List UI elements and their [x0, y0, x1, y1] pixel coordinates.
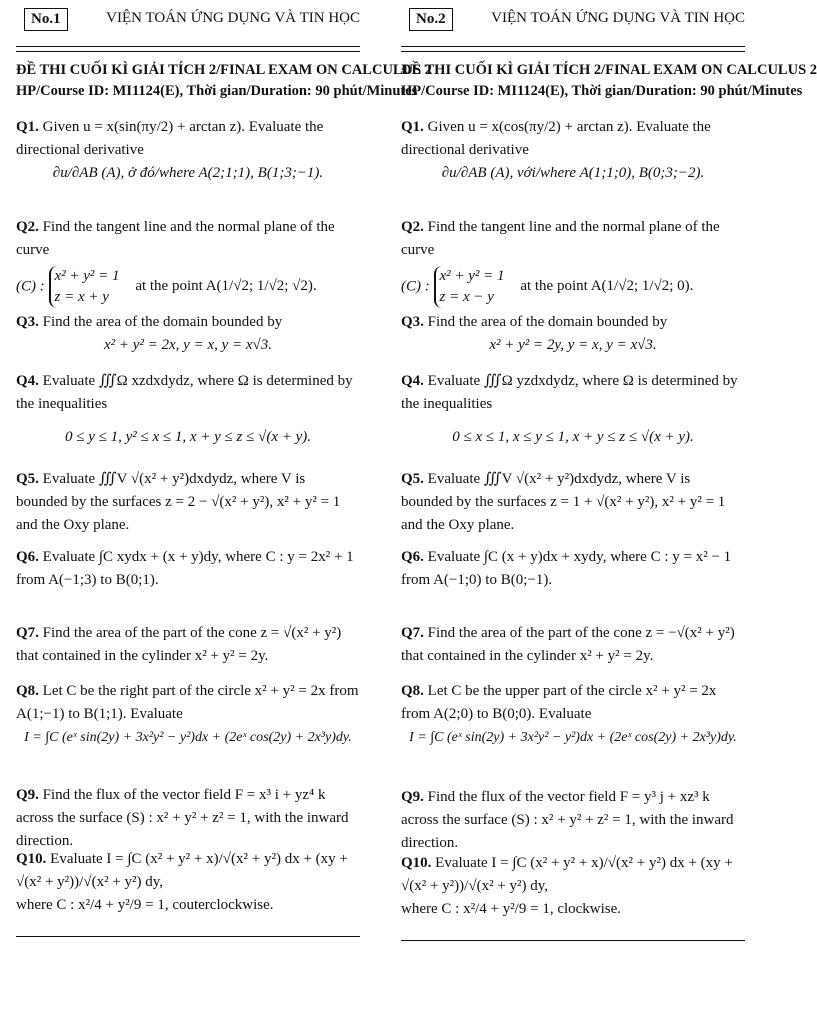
question-9 [401, 786, 745, 855]
exam-column-2 [401, 0, 817, 917]
exam-title [401, 60, 817, 102]
header-rule [401, 46, 745, 47]
question-formula: ∂u/∂AB (A), ở đó/where A(2;1;1), B(1;3;−1). [52, 165, 324, 181]
question-label: Q7. [401, 625, 424, 641]
question-3 [401, 311, 745, 357]
exam-header [16, 0, 360, 44]
question-text: Find the area of the part of the cone z = −√(x² + y²) that contained in the cylinder x² + y² = 2y. [401, 625, 735, 664]
question-text: Given u = x(sin(πy/2) + arctan z). Evaluate the directional derivative [16, 119, 324, 158]
question-text: Find the area of the domain bounded by [427, 314, 668, 330]
question-label: Q10. [16, 851, 47, 867]
question-formula: x² + y² = 2y, y = x, y = x√3. [489, 337, 657, 353]
footer-rule [16, 936, 360, 937]
question-formula: 0 ≤ x ≤ 1, x ≤ y ≤ 1, x + y ≤ z ≤ √(x + y). [452, 429, 694, 445]
question-label: Q6. [401, 549, 424, 565]
question-label: Q5. [401, 471, 424, 487]
curve-system [434, 266, 505, 308]
question-10 [16, 848, 360, 917]
question-text: Find the flux of the vector field F = y³ j + xz³ k across the surface (S) : x² + y² + z² = 1, with the inward direction. [401, 789, 734, 851]
tangent-point: at the point A(1/√2; 1/√2; 0). [520, 278, 694, 295]
question-label: Q10. [401, 855, 432, 871]
header-rule [401, 51, 745, 52]
question-text: Let C be the right part of the circle x² + y² = 2x from A(1;−1) to B(1;1). Evaluate [16, 683, 359, 722]
header-rule [16, 46, 360, 47]
question-text: Evaluate ∭Ω xzdxdydz, where Ω is determined by the inequalities [16, 373, 353, 412]
question-10 [401, 852, 745, 921]
question-7 [16, 622, 360, 668]
system-line: z = x − y [439, 289, 494, 305]
question-4 [401, 370, 745, 449]
question-text: Find the tangent line and the normal plane of the curve [401, 219, 720, 258]
question-text: Find the flux of the vector field F = x³ i + yz⁴ k across the surface (S) : x² + y² + z² = 1, with the inward direction. [16, 787, 349, 849]
question-label: Q4. [16, 373, 39, 389]
question-9 [16, 784, 360, 853]
question-6 [16, 546, 360, 592]
question-text: Let C be the upper part of the circle x² + y² = 2x from A(2;0) to B(0;0). Evaluate [401, 683, 717, 722]
title-line-1: ĐỀ THI CUỐI KÌ GIẢI TÍCH 2/FINAL EXAM ON CALCULUS 2 [401, 62, 817, 78]
question-label: Q1. [16, 119, 39, 135]
footer-rule [401, 940, 745, 941]
question-3 [16, 311, 360, 357]
question-label: Q8. [16, 683, 39, 699]
question-text: Evaluate ∭V √(x² + y²)dxdydz, where V is bounded by the surfaces z = 2 − √(x² + y²), x² + y² = 1 and the Oxy plane. [16, 471, 341, 533]
question-label: Q4. [401, 373, 424, 389]
question-text: Evaluate ∭V √(x² + y²)dxdydz, where V is bounded by the surfaces z = 1 + √(x² + y²), x² + y² = 1 and the Oxy plane. [401, 471, 726, 533]
system-line: z = x + y [54, 289, 109, 305]
question-1 [16, 116, 360, 185]
question-1 [401, 116, 745, 185]
question-text: Find the area of the part of the cone z = √(x² + y²) that contained in the cylinder x² + y² = 2y. [16, 625, 342, 664]
question-6 [401, 546, 745, 592]
curve-system [49, 266, 120, 308]
question-5 [16, 468, 360, 537]
question-where: where C : x²/4 + y²/9 = 1, couterclockwise. [16, 897, 274, 913]
question-label: Q8. [401, 683, 424, 699]
system-line: x² + y² = 1 [54, 268, 120, 284]
question-text: Evaluate I = ∫C (x² + y² + x)/√(x² + y²) dx + (xy + √(x² + y²))/√(x² + y²) dy, [16, 851, 348, 890]
question-text: Evaluate ∫C (x + y)dx + xydy, where C : y = x² − 1 from A(−1;0) to B(0;−1). [401, 549, 732, 588]
question-label: Q3. [401, 314, 424, 330]
question-formula: 0 ≤ y ≤ 1, y² ≤ x ≤ 1, x + y ≤ z ≤ √(x + y). [64, 429, 312, 445]
question-formula: I = ∫C (eˣ sin(2y) + 3x²y² − y²)dx + (2eˣ cos(2y) + 2x³y)dy. [24, 730, 352, 745]
question-label: Q6. [16, 549, 39, 565]
question-text: Given u = x(cos(πy/2) + arctan z). Evaluate the directional derivative [401, 119, 711, 158]
question-text: Evaluate ∫C xydx + (x + y)dy, where C : y = 2x² + 1 from A(−1;3) to B(0;1). [16, 549, 354, 588]
question-label: Q9. [16, 787, 39, 803]
question-label: Q2. [401, 219, 424, 235]
exam-number: No.2 [409, 8, 453, 31]
title-line-2: HP/Course ID: MI1124(E), Thời gian/Duration: 90 phút/Minutes [16, 83, 418, 99]
exam-title [16, 60, 433, 102]
question-formula: I = ∫C (eˣ sin(2y) + 3x²y² − y²)dx + (2eˣ cos(2y) + 2x³y)dy. [409, 730, 737, 745]
question-label: Q3. [16, 314, 39, 330]
institute-name: VIỆN TOÁN ỨNG DỤNG VÀ TIN HỌC [106, 10, 360, 26]
question-label: Q7. [16, 625, 39, 641]
exam-number: No.1 [24, 8, 68, 31]
question-where: where C : x²/4 + y²/9 = 1, clockwise. [401, 901, 622, 917]
question-label: Q5. [16, 471, 39, 487]
question-formula: x² + y² = 2x, y = x, y = x√3. [103, 337, 273, 353]
question-text: Evaluate I = ∫C (x² + y² + x)/√(x² + y²) dx + (xy + √(x² + y²))/√(x² + y²) dy, [401, 855, 733, 894]
question-7 [401, 622, 745, 668]
institute-name: VIỆN TOÁN ỨNG DỤNG VÀ TIN HỌC [491, 10, 745, 26]
question-8 [16, 680, 360, 749]
question-4 [16, 370, 360, 449]
question-2: Q2. Find the tangent line and the normal plane of the curve (C) : x² + y² = 1 z = x − y at the point A(1/√2; 1/√2; 0). [401, 216, 745, 308]
question-label: Q2. [16, 219, 39, 235]
title-line-1: ĐỀ THI CUỐI KÌ GIẢI TÍCH 2/FINAL EXAM ON CALCULUS 2 [16, 62, 433, 78]
exam-header [401, 0, 745, 44]
question-label: Q9. [401, 789, 424, 805]
question-text: Find the tangent line and the normal plane of the curve [16, 219, 335, 258]
question-label: Q1. [401, 119, 424, 135]
question-2: Q2. Find the tangent line and the normal plane of the curve (C) : x² + y² = 1 z = x + y at the point A(1/√2; 1/√2; √2). [16, 216, 360, 308]
tangent-point: at the point A(1/√2; 1/√2; √2). [135, 278, 317, 295]
question-text: Find the area of the domain bounded by [42, 314, 283, 330]
question-8 [401, 680, 745, 749]
question-5 [401, 468, 745, 537]
question-text: Evaluate ∭Ω yzdxdydz, where Ω is determined by the inequalities [401, 373, 738, 412]
question-formula: ∂u/∂AB (A), với/where A(1;1;0), B(0;3;−2). [441, 165, 705, 181]
title-line-2: HP/Course ID: MI1124(E), Thời gian/Duration: 90 phút/Minutes [401, 83, 803, 99]
system-line: x² + y² = 1 [439, 268, 505, 284]
header-rule [16, 51, 360, 52]
